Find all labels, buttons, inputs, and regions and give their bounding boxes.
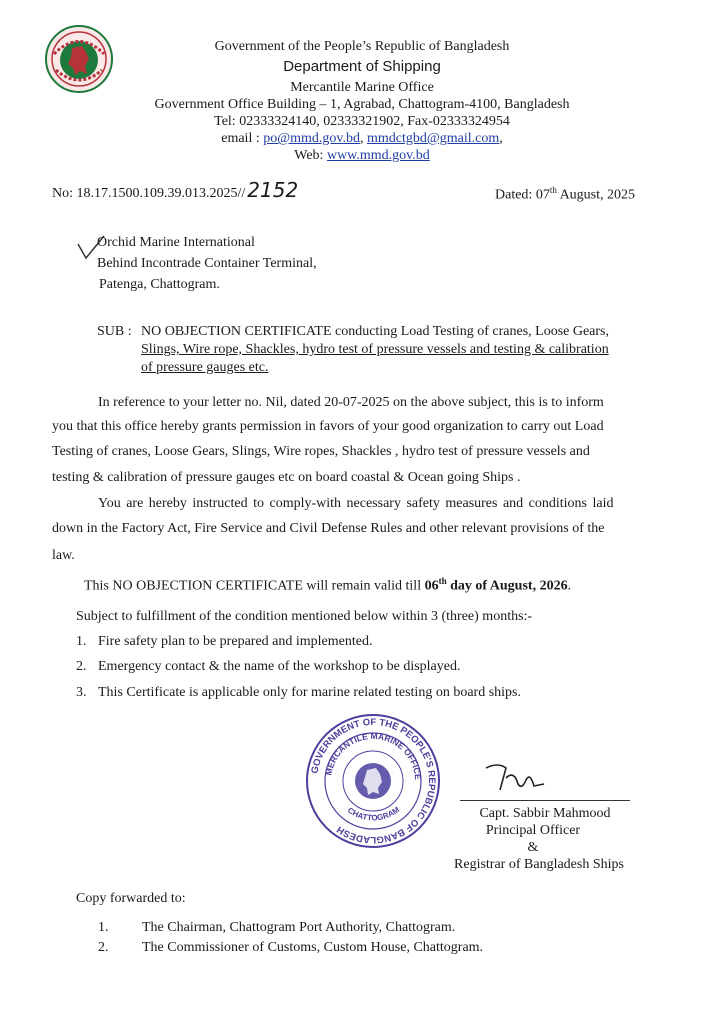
email-separator: ,: [360, 131, 367, 146]
seal-outer-text: GOVERNMENT OF THE PEOPLE'S REPUBLIC OF BANGLADESH: [309, 716, 438, 846]
subject-label: SUB :: [97, 324, 132, 339]
paragraph-1-line-4: testing & calibration of pressure gauges etc on board coastal & Ocean going Ships .: [52, 470, 521, 485]
seal-stamp-icon: [304, 712, 442, 850]
reference-number-text: No: 18.17.1500.109.39.013.2025//: [52, 186, 246, 201]
header-department: Department of Shipping: [283, 58, 441, 75]
condition-number: 3.: [76, 685, 87, 700]
recipient-name: Orchid Marine International: [97, 235, 255, 250]
copy-item-1: [98, 918, 455, 938]
office-seal: [304, 712, 442, 850]
condition-text: Emergency contact & the name of the workshop to be displayed.: [98, 659, 461, 674]
header-office: Mercantile Marine Office: [290, 80, 434, 95]
condition-number: 2.: [76, 659, 87, 674]
email-end: ,: [499, 131, 503, 146]
subject-line-1: NO OBJECTION CERTIFICATE conducting Load Testing of cranes, Loose Gears,: [141, 324, 610, 339]
svg-text:CHATTOGRAM: [346, 805, 402, 823]
seal-inner-text: MERCANTILE MARINE OFFICE: [323, 730, 424, 781]
condition-number: 1.: [76, 634, 87, 649]
paragraph-2-line-2: down in the Factory Act, Fire Service and Civil Defense Rules and other relevant provisions of the: [52, 521, 605, 536]
seal-bottom-text: CHATTOGRAM: [345, 805, 402, 823]
condition-text: This Certificate is applicable only for marine related testing on board ships.: [98, 685, 521, 700]
handwritten-signature-icon: [478, 760, 558, 800]
signature-line: [460, 800, 630, 801]
paragraph-1-line-3: Testing of cranes, Loose Gears, Slings, Wire ropes, Shackles , hydro test of pressure vessels and: [52, 444, 590, 459]
handwritten-number: 2152: [247, 178, 299, 202]
copy-number: 2.: [98, 940, 109, 955]
email-label: email :: [221, 131, 264, 146]
email-link-mmdctgbd[interactable]: mmdctgbd@gmail.com: [367, 131, 500, 146]
condition-item-1: [76, 629, 372, 655]
paragraph-2-line-3: law.: [52, 548, 75, 563]
signatory-title-2: Registrar of Bangladesh Ships: [454, 857, 624, 872]
date: [495, 180, 635, 206]
copy-item-2: [98, 938, 483, 958]
paragraph-1-line-1: In reference to your letter no. Nil, dated 20-07-2025 on the above subject, this is to inform: [98, 395, 604, 410]
recipient-city: Patenga, Chattogram.: [99, 277, 220, 292]
header-government-line: Government of the People’s Republic of Bangladesh: [214, 39, 510, 54]
recipient-address: Behind Incontrade Container Terminal,: [97, 256, 317, 271]
condition-text: Fire safety plan to be prepared and implemented.: [98, 634, 373, 649]
validity-date: day of August, 2026: [446, 578, 568, 594]
header-tel: Tel: 02333324140, 02333321902, Fax-02333324954: [214, 114, 510, 129]
validity-sup: th: [438, 576, 447, 586]
web-label: Web:: [294, 148, 327, 163]
reference-number: [52, 180, 298, 204]
date-suffix: August, 2025: [556, 187, 636, 203]
subject-line-3: of pressure gauges etc.: [141, 360, 269, 375]
header-web: [0, 147, 724, 165]
validity-prefix: This NO OBJECTION CERTIFICATE will remain valid till: [84, 578, 425, 594]
paragraph-1-line-2: you that this office hereby grants permission in favors of your good organization to carry out Load: [52, 419, 604, 434]
signatory-ampersand: &: [527, 840, 539, 855]
subject-line-2: Slings, Wire rope, Shackles, hydro test of pressure vessels and testing & calibration: [141, 342, 609, 357]
web-link[interactable]: www.mmd.gov.bd: [326, 148, 430, 163]
copy-forwarded-label: Copy forwarded to:: [76, 891, 186, 906]
copy-number: 1.: [98, 920, 109, 935]
condition-item-2: [76, 654, 460, 680]
header-email: [0, 130, 724, 148]
email-link-po[interactable]: po@mmd.gov.bd: [263, 131, 360, 146]
copy-text: The Commissioner of Customs, Custom House, Chattogram.: [142, 940, 484, 955]
signatory-title-1: Principal Officer: [485, 823, 581, 838]
header-address: Government Office Building – 1, Agrabad, Chattogram-4100, Bangladesh: [154, 97, 570, 112]
date-sup: th: [549, 185, 557, 195]
validity-end: .: [567, 578, 572, 594]
validity-statement: [84, 568, 571, 600]
copy-text: The Chairman, Chattogram Port Authority, Chattogram.: [142, 920, 456, 935]
signatory-name: Capt. Sabbir Mahmood: [479, 806, 611, 821]
validity-day: 06: [424, 578, 439, 594]
condition-item-3: [76, 680, 521, 706]
paragraph-2-line-1: You are hereby instructed to comply-with necessary safety measures and conditions laid: [98, 496, 614, 511]
conditions-intro: Subject to fulfillment of the condition mentioned below within 3 (three) months:-: [76, 609, 533, 624]
date-prefix: Dated: 07: [495, 187, 550, 203]
